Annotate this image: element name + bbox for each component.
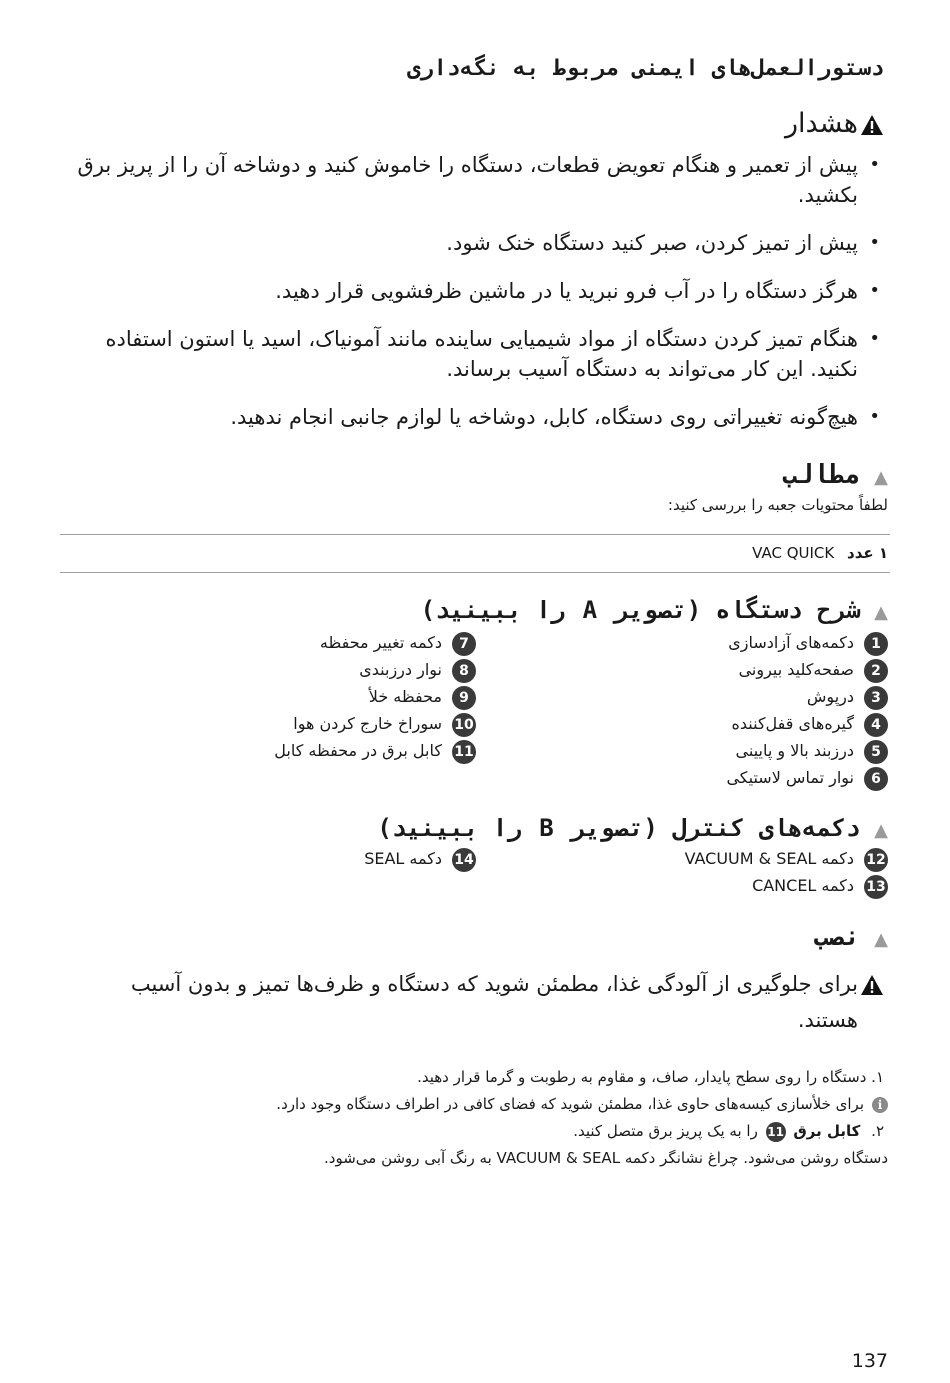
contents-product: VAC QUICK — [752, 544, 835, 562]
list-item: • هیچ‌گونه تغییراتی روی دستگاه، کابل، دوشاخه یا لوازم جانبی انجام ندهید. — [62, 402, 882, 432]
warning-triangle-icon — [860, 114, 884, 136]
warning-triangle-icon — [860, 974, 884, 996]
controls-right-column — [588, 845, 888, 899]
divider — [60, 572, 890, 573]
list-item: • هنگام تمیز کردن دستگاه از مواد شیمیایی ساینده مانند آمونیاک، اسید یا استون استفاده نکنید. این کار می‌تواند به دستگاه آسیب برساند. — [62, 324, 882, 384]
page-number: 137 — [851, 1350, 888, 1372]
list-item: 6نوار تماس لاستیکی — [588, 764, 888, 791]
list-item: 1دکمه‌های آزادسازی — [588, 629, 888, 656]
install-step-2: ۲. کابل برق 11 را به یک پریز برق متصل کنید. — [573, 1122, 884, 1140]
warning-heading — [785, 108, 884, 139]
list-item: • هرگز دستگاه را در آب فرو نبرید یا در ماشین ظرفشویی قرار دهید. — [62, 276, 882, 306]
controls-heading — [377, 814, 888, 842]
triangle-marker-icon: ▲ — [874, 820, 888, 841]
list-item: 9محفظه خلأ — [176, 683, 476, 710]
divider — [60, 534, 890, 535]
list-item: 7دکمه تغییر محفظه — [176, 629, 476, 656]
triangle-marker-icon: ▲ — [874, 467, 888, 488]
description-heading — [421, 596, 888, 624]
warning-label: هشدار — [784, 108, 858, 139]
installation-warning: برای جلوگیری از آلودگی غذا، مطمئن شوید که دستگاه و ظرف‌ها تمیز و بدون آسیب هستند. — [64, 966, 884, 1038]
list-item: • پیش از تعمیر و هنگام تعویض قطعات، دستگاه را خاموش کنید و دوشاخه آن را از پریز برق بکشید. — [62, 150, 882, 210]
list-item: • پیش از تمیز کردن، صبر کنید دستگاه خنک شود. — [62, 228, 882, 258]
list-item: 12دکمه VACUUM & SEAL — [588, 845, 888, 872]
contents-title: مطالب — [781, 460, 861, 490]
description-left-column — [176, 629, 476, 764]
triangle-marker-icon: ▲ — [874, 602, 888, 623]
list-item: 10سوراخ خارج کردن هوا — [176, 710, 476, 737]
install-info: iبرای خلأسازی کیسه‌های حاوی غذا، مطمئن شوید که فضای کافی در اطراف دستگاه وجود دارد. — [276, 1091, 888, 1118]
list-item: 14دکمه SEAL — [176, 845, 476, 872]
triangle-marker-icon: ▲ — [874, 929, 888, 950]
contents-row — [752, 544, 888, 562]
description-right-column — [588, 629, 888, 791]
installation-title: نصب — [813, 922, 861, 952]
contents-heading — [782, 460, 888, 490]
list-item: 2صفحه‌کلید بیرونی — [588, 656, 888, 683]
list-item: 4گیره‌های قفل‌کننده — [588, 710, 888, 737]
info-icon: i — [872, 1097, 888, 1113]
contents-qty: ۱ عدد — [847, 544, 888, 562]
list-item: 13دکمه CANCEL — [588, 872, 888, 899]
install-result: دستگاه روشن می‌شود. چراغ نشانگر دکمه VACUUM & SEAL به رنگ آبی روشن می‌شود. — [324, 1149, 888, 1167]
list-item: 3درپوش — [588, 683, 888, 710]
safety-bullet-list — [62, 150, 882, 450]
controls-title: دکمه‌های کنترل (تصویر B را ببینید) — [377, 814, 861, 842]
controls-left-column — [176, 845, 476, 872]
list-item: 5درزبند بالا و پایینی — [588, 737, 888, 764]
install-step-1: ۱. دستگاه را روی سطح پایدار، صاف، و مقاوم به رطوبت و گرما قرار دهید. — [417, 1068, 884, 1086]
description-title: شرح دستگاه (تصویر A را ببینید) — [420, 596, 861, 624]
installation-heading — [813, 922, 888, 952]
safety-title: دستورالعمل‌های ایمنی مربوط به نگه‌داری — [407, 56, 884, 81]
contents-subtitle: لطفاً محتویات جعبه را بررسی کنید: — [667, 496, 888, 514]
list-item: 11کابل برق در محفظه کابل — [176, 737, 476, 764]
list-item: 8نوار درزبندی — [176, 656, 476, 683]
